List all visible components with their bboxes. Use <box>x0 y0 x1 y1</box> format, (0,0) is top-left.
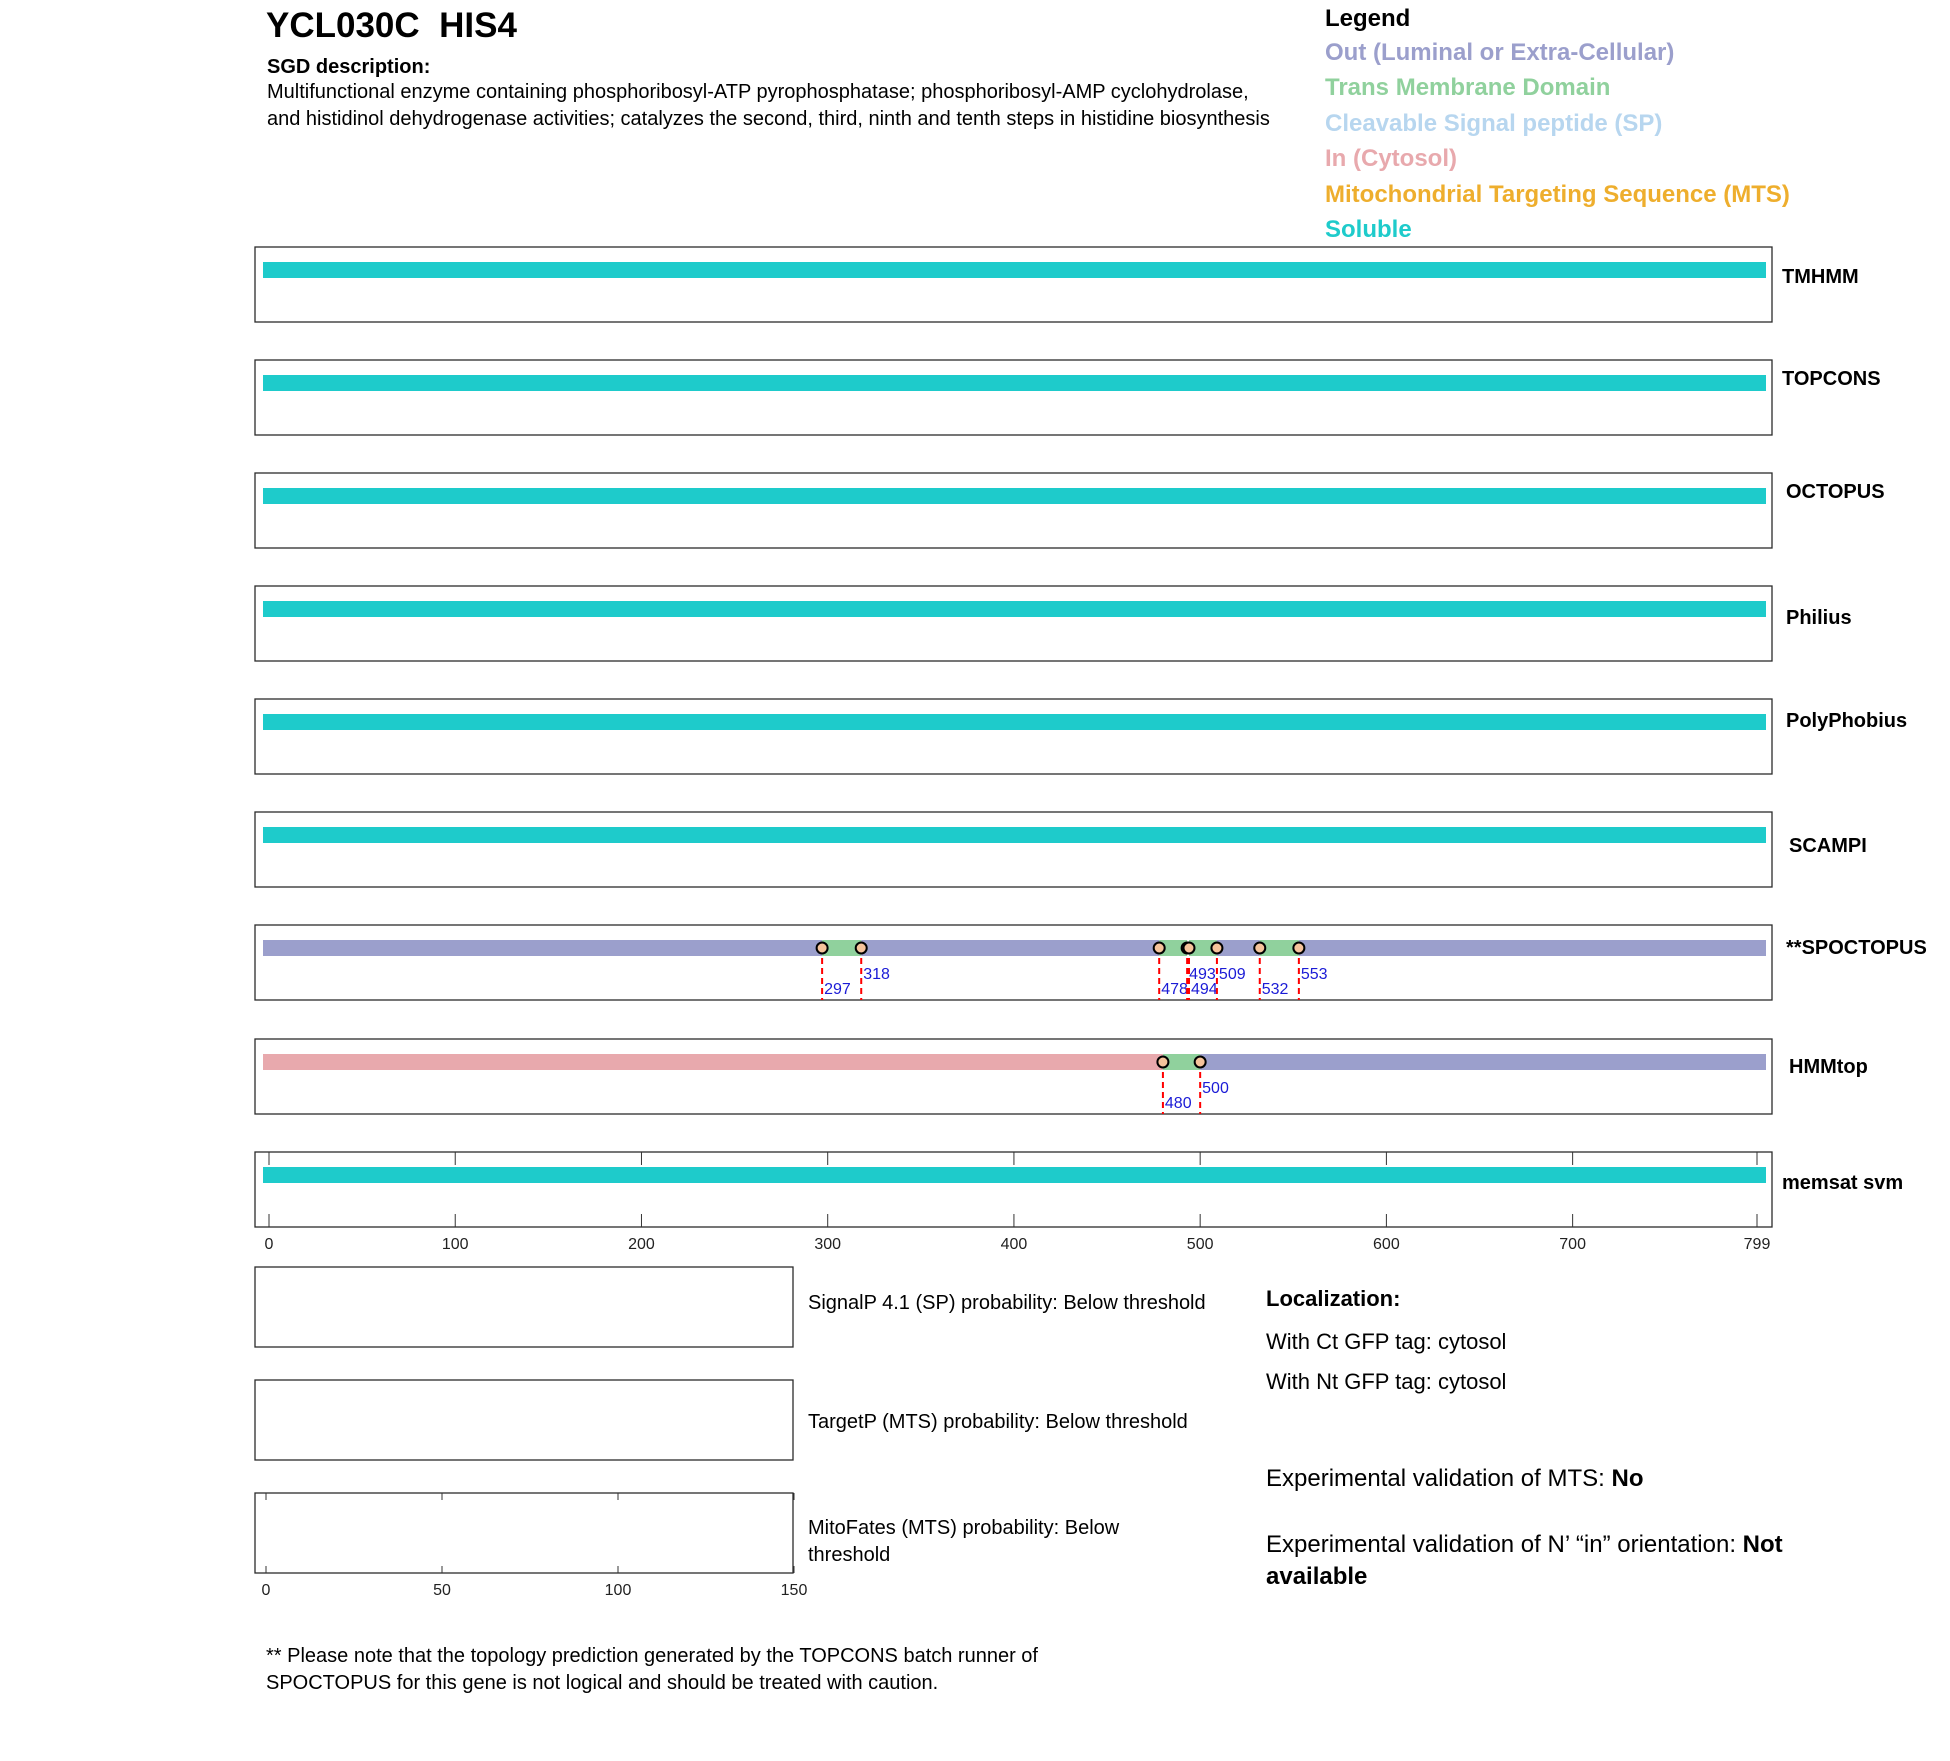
track-name: TOPCONS <box>1782 368 1881 390</box>
localization-nt: With Nt GFP tag: cytosol <box>1266 1369 1507 1394</box>
segment-out <box>1299 940 1766 956</box>
boundary-marker <box>1195 1057 1206 1068</box>
axis-tick-label: 200 <box>628 1236 655 1253</box>
legend-item-soluble: Soluble <box>1325 216 1412 243</box>
page-title: YCL030C HIS4 <box>266 6 517 45</box>
segment-soluble <box>263 601 1766 617</box>
track-memsatsvm <box>255 1152 1903 1227</box>
track-frame <box>255 586 1772 661</box>
orientation-validation-label: Experimental validation of N’ “in” orientation: <box>1266 1531 1743 1558</box>
axis-tick-label: 300 <box>814 1236 842 1253</box>
mts-validation <box>1266 1463 1846 1495</box>
axis-tick-label: 500 <box>1186 1236 1214 1253</box>
track-octopus <box>255 473 1885 548</box>
boundary-marker <box>1293 943 1304 954</box>
boundary-label: 500 <box>1202 1080 1229 1097</box>
segment-soluble <box>263 1167 1766 1183</box>
prob-axis-tick-label: 100 <box>604 1582 632 1599</box>
segment-out <box>263 940 822 956</box>
axis-tick-label: 799 <box>1743 1236 1771 1253</box>
boundary-marker <box>1211 943 1222 954</box>
segment-soluble <box>263 375 1766 391</box>
localization-ct: With Ct GFP tag: cytosol <box>1266 1329 1507 1354</box>
boundary-label: 494 <box>1190 981 1218 998</box>
segment-soluble <box>263 488 1766 504</box>
track-name: PolyPhobius <box>1786 710 1908 732</box>
orientation-validation-value: Not available <box>1266 1531 1783 1590</box>
boundary-marker <box>1154 943 1165 954</box>
legend-item-mts: Mitochondrial Targeting Sequence (MTS) <box>1325 181 1790 208</box>
prob-axis-tick-label: 50 <box>433 1582 451 1599</box>
orientation-validation <box>1266 1529 1846 1593</box>
track-name: Philius <box>1786 607 1852 629</box>
track-frame <box>255 360 1772 435</box>
boundary-label: 318 <box>863 966 890 983</box>
track-tmhmm <box>255 247 1859 322</box>
track-name: SCAMPI <box>1789 835 1867 857</box>
targetp-box <box>255 1380 793 1460</box>
prob-axis-tick-label: 150 <box>780 1582 808 1599</box>
segment-out <box>1200 1054 1766 1070</box>
segment-out <box>861 940 1159 956</box>
track-hmmtop <box>255 1039 1868 1114</box>
axis-tick-label: 0 <box>264 1236 274 1253</box>
boundary-marker <box>817 943 828 954</box>
boundary-marker <box>1157 1057 1168 1068</box>
boundary-marker <box>1254 943 1265 954</box>
track-name: TMHMM <box>1782 266 1859 288</box>
boundary-label: 509 <box>1218 966 1246 983</box>
boundary-label: 553 <box>1300 966 1328 983</box>
track-name: HMMtop <box>1789 1056 1868 1078</box>
track-spoctopus <box>255 925 1927 1000</box>
boundary-label: 532 <box>1261 981 1289 998</box>
legend-title: Legend <box>1325 5 1411 32</box>
sgd-description: Multifunctional enzyme containing phosphoribosyl-ATP pyrophosphatase; phosphoribosyl-AMP cyclohydrolase, and histidinol dehydrogenase activities; catalyzes the second, third, ninth and tenth steps in histidine biosynthesis <box>267 81 1270 130</box>
localization-heading: Localization: <box>1266 1286 1401 1311</box>
signalp-probability-text: SignalP 4.1 (SP) probability: Below threshold <box>808 1292 1206 1314</box>
track-scampi <box>255 812 1867 887</box>
track-frame <box>255 1039 1772 1114</box>
sgd-heading: SGD description: <box>267 56 431 78</box>
segment-in <box>263 1054 1163 1070</box>
targetp-probability-text: TargetP (MTS) probability: Below threshold <box>808 1411 1188 1433</box>
track-philius <box>255 586 1852 661</box>
track-frame <box>255 812 1772 887</box>
legend-item-tm: Trans Membrane Domain <box>1325 74 1611 101</box>
legend-item-in: In (Cytosol) <box>1325 145 1457 172</box>
track-polyphobius <box>255 699 1907 774</box>
track-name: OCTOPUS <box>1786 481 1885 503</box>
boundary-marker <box>856 943 867 954</box>
mitofates-probability-text: MitoFates (MTS) probability: Below threshold <box>808 1517 1120 1566</box>
axis-tick-label: 700 <box>1559 1236 1586 1253</box>
segment-soluble <box>263 827 1766 843</box>
track-name: **SPOCTOPUS <box>1786 937 1927 959</box>
track-frame <box>255 925 1772 1000</box>
segment-soluble <box>263 262 1766 278</box>
boundary-label: 493 <box>1189 966 1216 983</box>
boundary-marker <box>1183 943 1194 954</box>
mts-validation-value: No <box>1611 1465 1644 1492</box>
prob-axis-tick-label: 0 <box>261 1582 271 1599</box>
signalp-box <box>255 1267 793 1347</box>
track-frame <box>255 473 1772 548</box>
boundary-label: 297 <box>824 981 851 998</box>
mts-validation-label: Experimental validation of MTS: <box>1266 1465 1612 1492</box>
boundary-label: 478 <box>1161 981 1188 998</box>
boundary-label: 480 <box>1164 1095 1192 1112</box>
axis-tick-label: 400 <box>1000 1236 1028 1253</box>
track-name: memsat svm <box>1782 1172 1904 1194</box>
axis-tick-label: 100 <box>441 1236 469 1253</box>
segment-soluble <box>263 714 1766 730</box>
legend-item-out: Out (Luminal or Extra-Cellular) <box>1325 39 1675 66</box>
track-frame <box>255 699 1772 774</box>
legend-item-sp: Cleavable Signal peptide (SP) <box>1325 110 1663 137</box>
footnote: ** Please note that the topology prediction generated by the TOPCONS batch runner of SPOCTOPUS for this gene is not logical and should be treated with caution. <box>266 1645 1038 1694</box>
track-frame <box>255 247 1772 322</box>
track-topcons <box>255 360 1881 435</box>
axis-tick-label: 600 <box>1373 1236 1400 1253</box>
mitofates-box <box>255 1493 793 1573</box>
